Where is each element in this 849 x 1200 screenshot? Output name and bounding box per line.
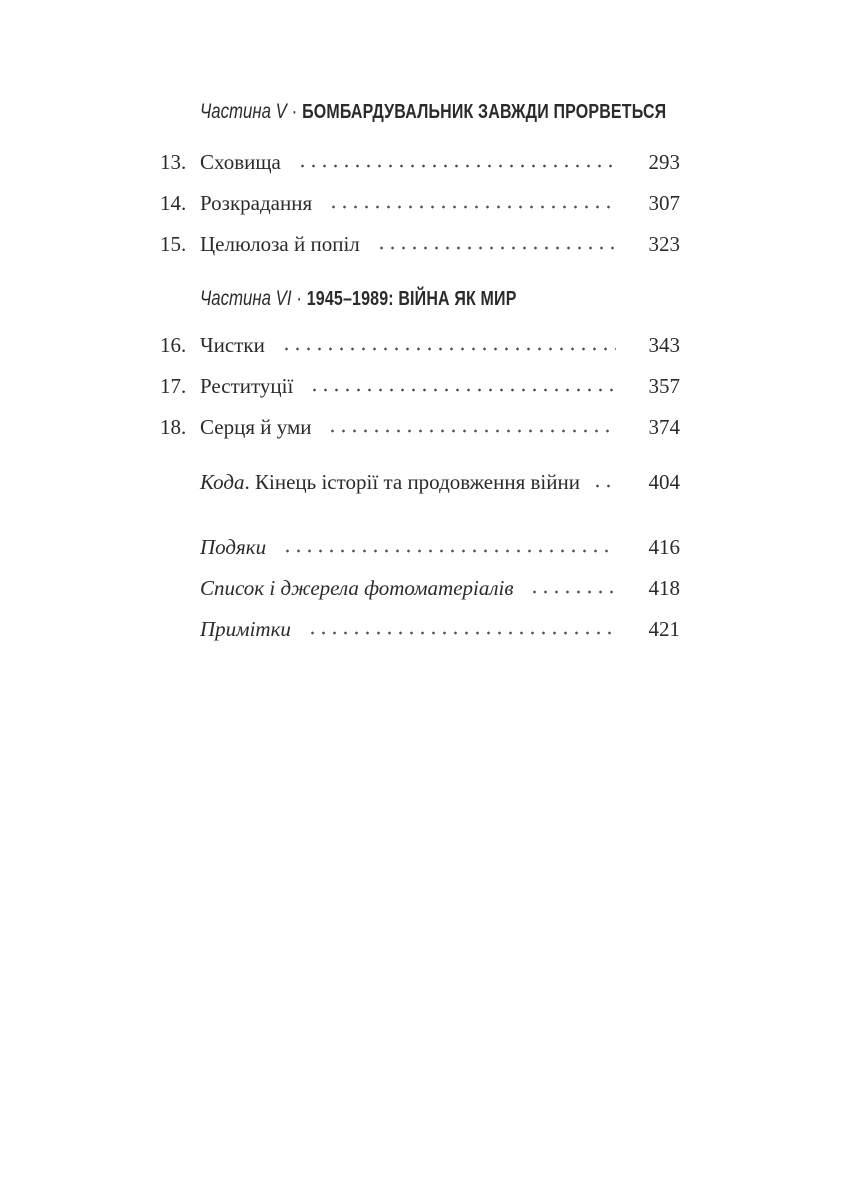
entry-title: Целюлоза й попіл <box>200 232 360 256</box>
entry-title: Серця й уми <box>200 415 312 439</box>
dot-leader <box>328 191 616 215</box>
entry-page-number: 307 <box>648 191 680 215</box>
toc-entry-13 <box>160 150 680 174</box>
entry-page-number: 418 <box>648 576 680 600</box>
coda-label: Кода <box>200 470 245 494</box>
entry-page-number: 404 <box>648 470 680 494</box>
entry-title: Список і джерела фотоматеріалів <box>200 576 514 600</box>
entry-title: Чистки <box>200 333 265 357</box>
entry-title: Подяки <box>200 535 267 559</box>
part-vi-separator: · <box>296 287 302 310</box>
dot-leader <box>282 535 616 559</box>
entry-number: 17. <box>160 374 187 398</box>
toc-entry-coda <box>160 470 680 494</box>
part-vi-heading <box>200 287 584 311</box>
entry-title: Реституції <box>200 374 294 398</box>
entry-page-number: 293 <box>648 150 680 174</box>
entry-title: Розкрадання <box>200 191 313 215</box>
toc-entry-acknowledgements <box>160 535 680 559</box>
part-v-heading <box>200 100 667 124</box>
dot-leader <box>592 470 616 494</box>
dot-leader <box>307 617 616 641</box>
entry-number: 13. <box>160 150 187 174</box>
toc-entry-photo-credits <box>160 576 680 600</box>
part-v-title: БОМБАРДУВАЛЬНИК ЗАВЖДИ ПРОРВЕТЬСЯ <box>302 101 667 123</box>
entry-number: 16. <box>160 333 187 357</box>
entry-number: 14. <box>160 191 187 215</box>
part-v-label: Частина V <box>200 100 287 123</box>
dot-leader <box>297 150 616 174</box>
toc-entry-15 <box>160 232 680 256</box>
part-vi-label: Частина VI <box>200 287 292 310</box>
toc-entry-14 <box>160 191 680 215</box>
toc-entry-notes <box>160 617 680 641</box>
entry-page-number: 421 <box>648 617 680 641</box>
table-of-contents <box>160 0 680 641</box>
dot-leader <box>281 333 616 357</box>
entry-page-number: 374 <box>648 415 680 439</box>
dot-leader <box>529 576 616 600</box>
entry-title: Сховища <box>200 150 281 174</box>
toc-entry-17 <box>160 374 680 398</box>
entry-title <box>200 470 580 494</box>
coda-rest: . Кінець історії та продовження війни <box>244 470 580 494</box>
toc-entry-16 <box>160 333 680 357</box>
entry-title: Примітки <box>200 617 291 641</box>
entry-page-number: 357 <box>648 374 680 398</box>
dot-leader <box>376 232 616 256</box>
entry-page-number: 323 <box>648 232 680 256</box>
dot-leader <box>327 415 616 439</box>
part-v-separator: · <box>291 100 298 123</box>
entry-page-number: 343 <box>648 333 680 357</box>
entry-number: 15. <box>160 232 187 256</box>
entry-page-number: 416 <box>648 535 680 559</box>
part-vi-title: 1945–1989: ВІЙНА ЯК МИР <box>306 288 517 310</box>
toc-entry-18 <box>160 415 680 439</box>
entry-number: 18. <box>160 415 187 439</box>
dot-leader <box>309 374 616 398</box>
